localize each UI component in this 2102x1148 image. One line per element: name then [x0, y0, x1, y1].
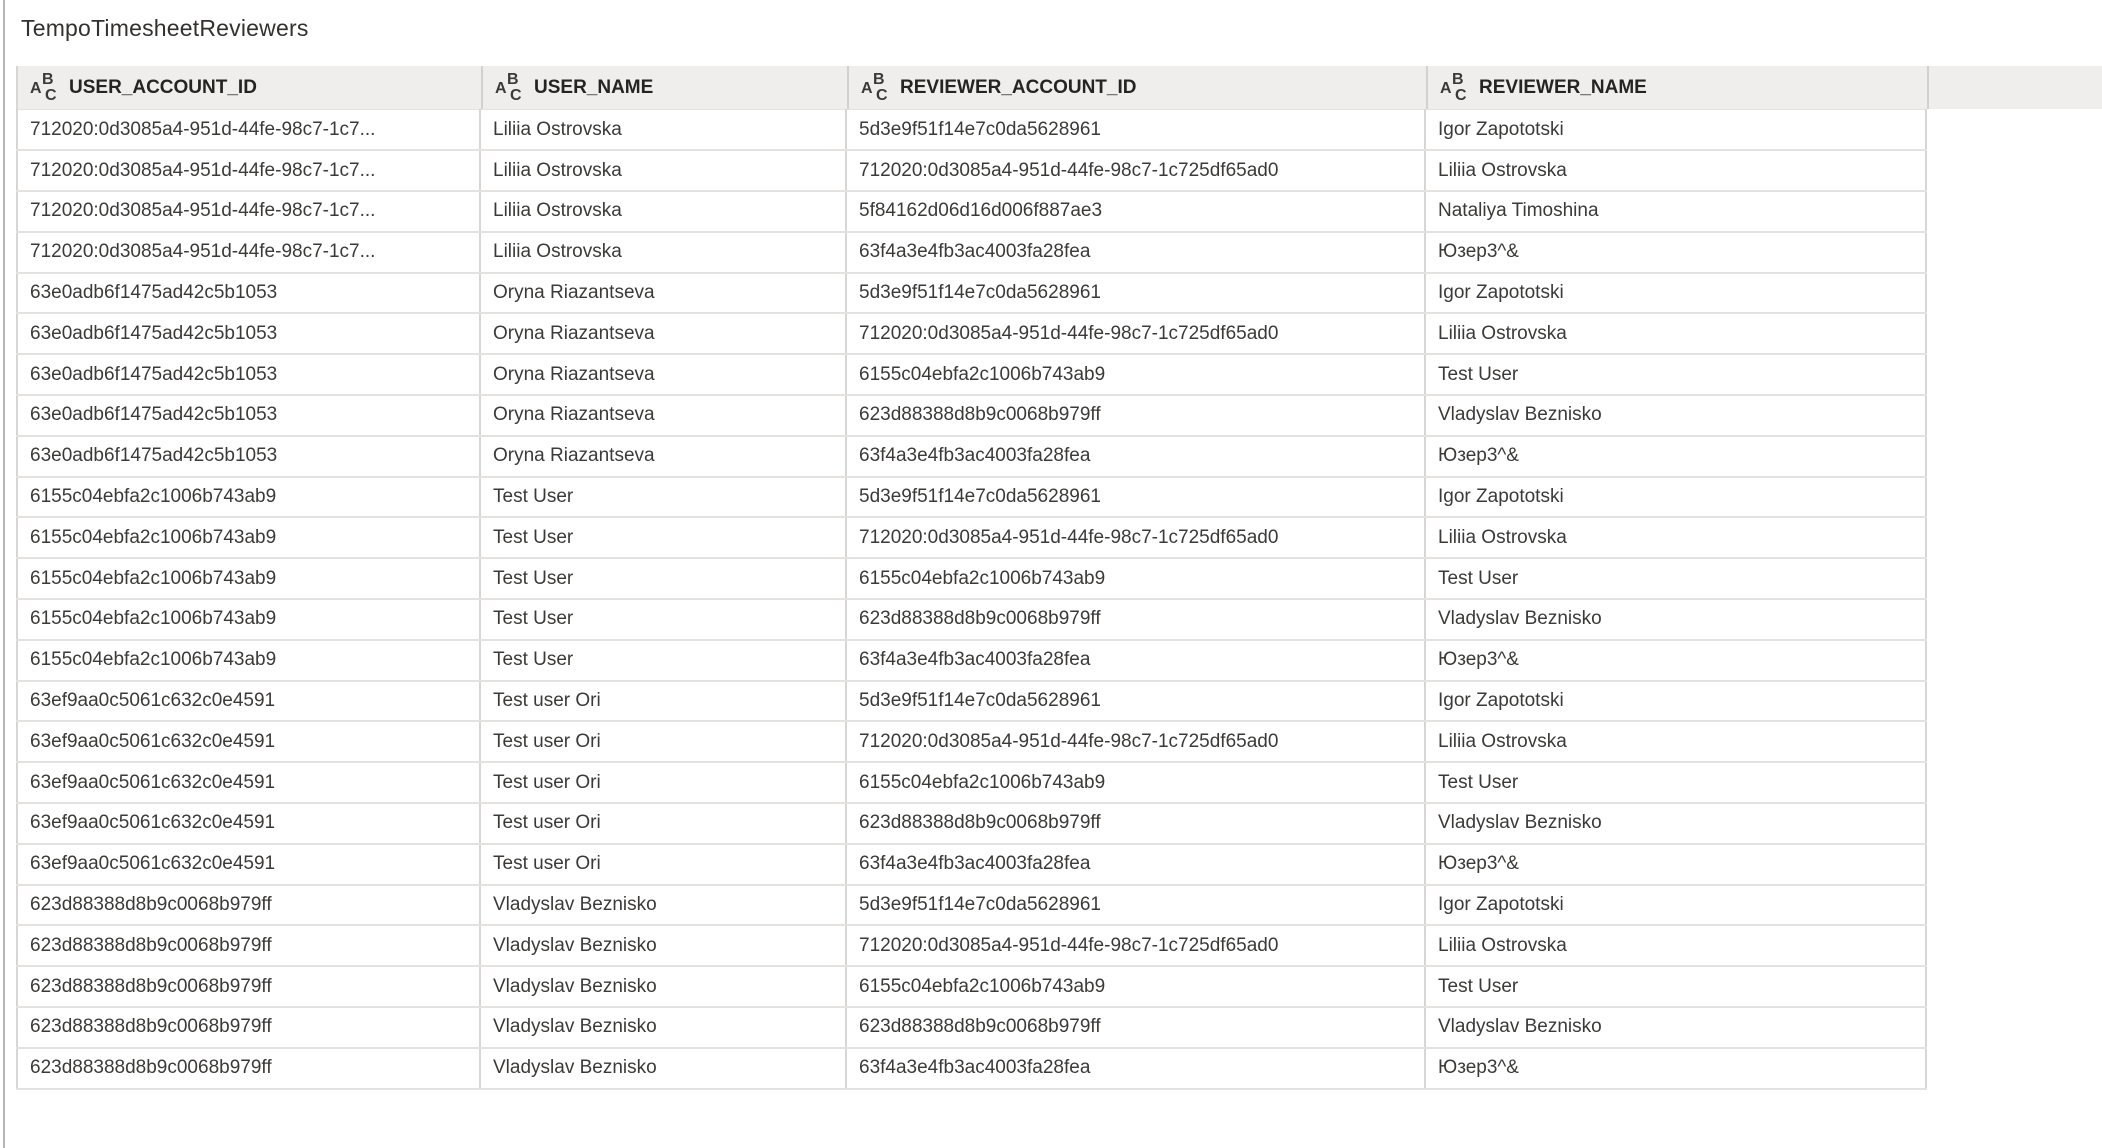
table-row	[17, 640, 1926, 681]
table-cell[interactable]: Test User	[480, 640, 846, 681]
table-cell[interactable]: Liliia Ostrovska	[1425, 150, 1926, 191]
table-cell[interactable]: Liliia Ostrovska	[480, 191, 846, 232]
table-cell[interactable]: Test User	[1425, 354, 1926, 395]
table-cell[interactable]: 5d3e9f51f14e7c0da5628961	[846, 477, 1425, 518]
table-cell[interactable]: Vladyslav Beznisko	[480, 966, 846, 1007]
table-row	[17, 110, 1926, 151]
table-cell[interactable]: Vladyslav Beznisko	[480, 1007, 846, 1048]
table-row	[17, 150, 1926, 191]
table-cell[interactable]: 712020:0d3085a4-951d-44fe-98c7-1c725df65ad0	[846, 313, 1425, 354]
table-row	[17, 925, 1926, 966]
table-cell[interactable]: Liliia Ostrovska	[1425, 721, 1926, 762]
table-cell[interactable]: 63ef9aa0c5061c632c0e4591	[17, 762, 480, 803]
table-row	[17, 313, 1926, 354]
table-cell[interactable]: Test user Ori	[480, 681, 846, 722]
column-header-reviewer-account-id[interactable]	[847, 66, 1426, 109]
table-cell[interactable]: 63e0adb6f1475ad42c5b1053	[17, 313, 480, 354]
table-cell[interactable]: 63f4a3e4fb3ac4003fa28fea	[846, 436, 1425, 477]
table-cell[interactable]: Vladyslav Beznisko	[480, 1048, 846, 1089]
column-header-user-name[interactable]	[481, 66, 847, 109]
table-cell[interactable]: Oryna Riazantseva	[480, 313, 846, 354]
table-cell[interactable]: 63f4a3e4fb3ac4003fa28fea	[846, 640, 1425, 681]
table-row	[17, 966, 1926, 1007]
table-row	[17, 803, 1926, 844]
table-cell[interactable]: Test user Ori	[480, 721, 846, 762]
table-cell[interactable]: 63f4a3e4fb3ac4003fa28fea	[846, 1048, 1425, 1089]
table-cell[interactable]: 5f84162d06d16d006f887ae3	[846, 191, 1425, 232]
table-cell[interactable]: 6155c04ebfa2c1006b743ab9	[846, 354, 1425, 395]
table-cell[interactable]: 623d88388d8b9c0068b979ff	[846, 395, 1425, 436]
table-cell[interactable]: 6155c04ebfa2c1006b743ab9	[846, 966, 1425, 1007]
table-cell[interactable]: 6155c04ebfa2c1006b743ab9	[17, 517, 480, 558]
table-cell[interactable]: 712020:0d3085a4-951d-44fe-98c7-1c725df65ad0	[846, 925, 1425, 966]
table-row	[17, 681, 1926, 722]
table-cell[interactable]: 712020:0d3085a4-951d-44fe-98c7-1c7...	[17, 191, 480, 232]
table-row	[17, 1007, 1926, 1048]
table-cell[interactable]: 63e0adb6f1475ad42c5b1053	[17, 354, 480, 395]
table-cell[interactable]: Test User	[1425, 762, 1926, 803]
table-row	[17, 558, 1926, 599]
table-cell[interactable]: Юзер3^&	[1425, 1048, 1926, 1089]
table-cell[interactable]: 6155c04ebfa2c1006b743ab9	[17, 599, 480, 640]
table-cell[interactable]: Vladyslav Beznisko	[480, 885, 846, 926]
table-cell[interactable]: Юзер3^&	[1425, 640, 1926, 681]
table-cell[interactable]: 623d88388d8b9c0068b979ff	[17, 966, 480, 1007]
table-cell[interactable]: 63ef9aa0c5061c632c0e4591	[17, 721, 480, 762]
table-row	[17, 721, 1926, 762]
column-header-filler	[1927, 66, 2102, 109]
table-cell[interactable]: 6155c04ebfa2c1006b743ab9	[17, 477, 480, 518]
table-row	[17, 1048, 1926, 1089]
table-cell[interactable]: Liliia Ostrovska	[480, 232, 846, 273]
table-cell[interactable]: 712020:0d3085a4-951d-44fe-98c7-1c7...	[17, 150, 480, 191]
table-cell[interactable]: Test User	[480, 517, 846, 558]
table-cell[interactable]: Igor Zapototski	[1425, 477, 1926, 518]
table-row	[17, 762, 1926, 803]
panel-divider	[3, 0, 5, 1148]
table-cell[interactable]: 5d3e9f51f14e7c0da5628961	[846, 681, 1425, 722]
table-row	[17, 885, 1926, 926]
table-cell[interactable]: 6155c04ebfa2c1006b743ab9	[846, 762, 1425, 803]
table-cell[interactable]: 623d88388d8b9c0068b979ff	[17, 925, 480, 966]
table-row	[17, 844, 1926, 885]
table-cell[interactable]: Igor Zapototski	[1425, 681, 1926, 722]
table-cell[interactable]: 623d88388d8b9c0068b979ff	[846, 1007, 1425, 1048]
table-cell[interactable]: 5d3e9f51f14e7c0da5628961	[846, 273, 1425, 314]
table-cell[interactable]: 623d88388d8b9c0068b979ff	[17, 885, 480, 926]
table-cell[interactable]: 712020:0d3085a4-951d-44fe-98c7-1c725df65ad0	[846, 150, 1425, 191]
column-header-label: REVIEWER_NAME	[1479, 76, 1647, 98]
text-type-icon: A B C	[1440, 70, 1467, 104]
text-type-icon: A B C	[495, 70, 522, 104]
table-cell[interactable]: Liliia Ostrovska	[1425, 313, 1926, 354]
table-cell[interactable]: 63ef9aa0c5061c632c0e4591	[17, 681, 480, 722]
table-cell[interactable]: 63e0adb6f1475ad42c5b1053	[17, 395, 480, 436]
table-cell[interactable]: Oryna Riazantseva	[480, 436, 846, 477]
table-row	[17, 354, 1926, 395]
table-cell[interactable]: 5d3e9f51f14e7c0da5628961	[846, 110, 1425, 151]
table-cell[interactable]: Vladyslav Beznisko	[1425, 803, 1926, 844]
table-cell[interactable]: Vladyslav Beznisko	[480, 925, 846, 966]
table-cell[interactable]: 63e0adb6f1475ad42c5b1053	[17, 436, 480, 477]
table-cell[interactable]: 6155c04ebfa2c1006b743ab9	[17, 640, 480, 681]
table-cell[interactable]: 63f4a3e4fb3ac4003fa28fea	[846, 844, 1425, 885]
column-header-reviewer-name[interactable]	[1426, 66, 1927, 109]
text-type-icon: A B C	[30, 70, 57, 104]
table-row	[17, 477, 1926, 518]
table-row	[17, 395, 1926, 436]
table-cell[interactable]: 623d88388d8b9c0068b979ff	[846, 599, 1425, 640]
table-cell[interactable]: Liliia Ostrovska	[480, 150, 846, 191]
table-cell[interactable]: Oryna Riazantseva	[480, 395, 846, 436]
table-cell[interactable]: Test user Ori	[480, 762, 846, 803]
table-cell[interactable]: Юзер3^&	[1425, 436, 1926, 477]
table-cell[interactable]: 63ef9aa0c5061c632c0e4591	[17, 803, 480, 844]
table-cell[interactable]: 712020:0d3085a4-951d-44fe-98c7-1c725df65ad0	[846, 517, 1425, 558]
column-header-user-account-id[interactable]	[18, 66, 481, 109]
table-cell[interactable]: 63ef9aa0c5061c632c0e4591	[17, 844, 480, 885]
table-cell[interactable]: Test User	[480, 558, 846, 599]
table-cell[interactable]: 623d88388d8b9c0068b979ff	[17, 1048, 480, 1089]
table-cell[interactable]: 6155c04ebfa2c1006b743ab9	[17, 558, 480, 599]
table-row	[17, 232, 1926, 273]
table-cell[interactable]: 712020:0d3085a4-951d-44fe-98c7-1c7...	[17, 110, 480, 151]
table-cell[interactable]: 63e0adb6f1475ad42c5b1053	[17, 273, 480, 314]
table-cell[interactable]: Test user Ori	[480, 803, 846, 844]
table-row	[17, 191, 1926, 232]
table-cell[interactable]: Oryna Riazantseva	[480, 273, 846, 314]
table-cell[interactable]: Igor Zapototski	[1425, 110, 1926, 151]
table-row	[17, 436, 1926, 477]
table-cell[interactable]: Test User	[1425, 966, 1926, 1007]
page-title: TempoTimesheetReviewers	[21, 15, 309, 41]
table-cell[interactable]: Oryna Riazantseva	[480, 354, 846, 395]
table-cell[interactable]: 5d3e9f51f14e7c0da5628961	[846, 885, 1425, 926]
table-cell[interactable]: Nataliya Timoshina	[1425, 191, 1926, 232]
table-cell[interactable]: Test user Ori	[480, 844, 846, 885]
table-cell[interactable]: 623d88388d8b9c0068b979ff	[846, 803, 1425, 844]
table-cell[interactable]: 712020:0d3085a4-951d-44fe-98c7-1c725df65ad0	[846, 721, 1425, 762]
table-cell[interactable]: Test User	[480, 599, 846, 640]
table-cell[interactable]: Liliia Ostrovska	[480, 110, 846, 151]
table-cell[interactable]: Igor Zapototski	[1425, 273, 1926, 314]
column-header-label: USER_NAME	[534, 76, 654, 98]
table-cell[interactable]: Igor Zapototski	[1425, 885, 1926, 926]
table-header-row	[16, 66, 2102, 109]
table-cell[interactable]: Vladyslav Beznisko	[1425, 395, 1926, 436]
table-row	[17, 517, 1926, 558]
table-cell[interactable]: 63f4a3e4fb3ac4003fa28fea	[846, 232, 1425, 273]
table-cell[interactable]: 6155c04ebfa2c1006b743ab9	[846, 558, 1425, 599]
table-cell[interactable]: Test User	[1425, 558, 1926, 599]
table-cell[interactable]: Vladyslav Beznisko	[1425, 1007, 1926, 1048]
result-grid	[16, 66, 2102, 1090]
table-cell[interactable]: Юзер3^&	[1425, 232, 1926, 273]
table-row	[17, 599, 1926, 640]
table-row	[17, 273, 1926, 314]
table-cell[interactable]: Liliia Ostrovska	[1425, 517, 1926, 558]
text-type-icon: A B C	[861, 70, 888, 104]
table-cell[interactable]: 623d88388d8b9c0068b979ff	[17, 1007, 480, 1048]
table-cell[interactable]: Liliia Ostrovska	[1425, 925, 1926, 966]
table-cell[interactable]: Юзер3^&	[1425, 844, 1926, 885]
table-cell[interactable]: Test User	[480, 477, 846, 518]
column-header-label: USER_ACCOUNT_ID	[69, 76, 257, 98]
table-cell[interactable]: Vladyslav Beznisko	[1425, 599, 1926, 640]
data-table	[16, 109, 1927, 1090]
column-header-label: REVIEWER_ACCOUNT_ID	[900, 76, 1137, 98]
table-cell[interactable]: 712020:0d3085a4-951d-44fe-98c7-1c7...	[17, 232, 480, 273]
table-body	[17, 110, 1926, 1089]
